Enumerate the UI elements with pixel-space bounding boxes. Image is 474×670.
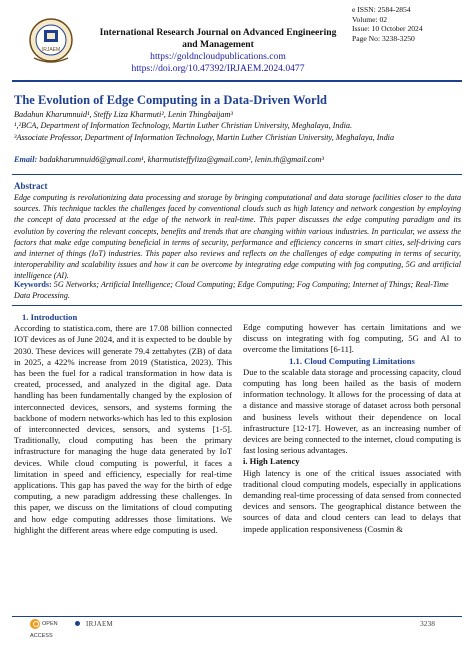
keywords	[14, 279, 461, 301]
journal-header	[92, 27, 344, 75]
author-block	[14, 109, 462, 143]
footer-brand: IRJAEM	[86, 620, 114, 628]
journal-logo	[10, 16, 92, 68]
keywords-text: 5G Networks; Artificial Intelligence; Cloud Computing; Edge Computing; Fog Computing; Internet of Things; Real-Time Data Processing.	[14, 280, 449, 301]
intro-continuation: Edge computing however has certain limitations and we discuss on integrating with fog computing, 5G and AI to overcome the limitations [6-11].	[243, 322, 461, 355]
affiliation-2: ³Associate Professor, Department of Information Technology, Martin Luther Christian University, Meghalaya, India	[14, 132, 395, 142]
high-latency-text: High latency is one of the critical issues associated with traditional cloud computing models, especially in applications demanding real-time processing of data sensed from connected devices and sensors. The geographical distance between the sources of data and cloud centers can lead to delays that impede application responsiveness (Cosmin &	[243, 467, 461, 534]
issue: Issue: 10 October 2024	[352, 24, 423, 34]
high-latency-heading: i. High Latency	[243, 456, 300, 467]
journal-name-line1: International Research Journal on Advanced Engineering	[99, 27, 337, 38]
abstract-heading: Abstract	[14, 181, 48, 191]
subsection-1-1-heading: 1.1. Cloud Computing Limitations	[289, 355, 415, 366]
email-line	[14, 155, 462, 164]
keywords-label: Keywords:	[14, 280, 52, 289]
issue-info	[352, 5, 470, 43]
volume: Volume: 02	[352, 14, 388, 24]
page-number: 3238	[420, 619, 435, 628]
email-values: badakharumnuid6@gmail.com¹, kharmutisteffyliza@gmail.com², lenin.th@gmail.com³	[39, 155, 324, 164]
svg-text:IRJAEM: IRJAEM	[41, 47, 61, 53]
section-1-heading: 1. Introduction	[22, 312, 78, 322]
header-divider	[12, 80, 462, 82]
footer-divider	[12, 616, 462, 617]
abstract-text: Edge computing is revolutionizing data processing and storage by bringing computational and data storage facilities closer to the data sources. This technique tackles the challenges faced by conventional clouds such as high latency and network congestion by employing the concept of data processed at the edge of the network in real-time. This paper discusses the edge computing paradigm and its evolution by covering the relevant concepts, benefits and trends that are changing within various industries. In particular, we assess the factors that make edge computing beneficial in terms of security, performance and efficiency concerns in smart cities, self-driving cars and internet of things (IoT) industries. This paper also reviews and reflects on the challenges of edge computing in terms of security, interoperability and scalability issues and how it can be overcome by integrating edge computing with fog computing, 5G and artificial intelligence (AI).	[14, 193, 461, 281]
body-divider	[12, 305, 462, 306]
journal-url-link[interactable]: https://goldncloudpublications.com	[150, 51, 286, 62]
open-access-badge	[30, 618, 76, 639]
journal-name-line2: and Management	[182, 39, 254, 50]
doi-link[interactable]: https://doi.org/10.47392/IRJAEM.2024.0477	[131, 63, 305, 74]
right-column	[243, 322, 461, 535]
email-label: Email:	[14, 155, 38, 164]
affiliation-1: ¹,²BCA, Department of Information Technology, Martin Luther Christian University, Meghalaya, India.	[14, 121, 352, 131]
subsection-1-1-text: Due to the scalable data storage and processing capacity, cloud computing has long been hailed as the basis of modern information technology. It allows for the processing of data at a distance and massive storage of dataset across both personal and business levels without their dependence on local infrastructure [12-17]. However, as an increasing number of devices are being connected to the internet, cloud computing is fast losing serious advantages.	[243, 366, 461, 456]
issn: e ISSN: 2584-2854	[352, 5, 411, 14]
open-access-icon	[30, 619, 40, 629]
page-range: Page No: 3238-3250	[352, 33, 415, 43]
open-access-label: OPEN ACCESS	[30, 621, 58, 639]
authors: Badahun Kharumnuid¹, Steffy Liza Kharmuti², Lenin Thingbaijam³	[14, 110, 233, 119]
section-1-text: According to statistica.com, there are 17.08 billion connected IOT devices as of June 2024, and it is expected to be double by 2030. These devices will generate 79.4 zettabytes (ZB) of data in 2025, a 422% increase from 2019 (Statistica, 2023). This has been the fuel for a radical transformation in how data is created, processed, and analyzed in the digital age. Data handling has been fundamentally changed by the explosion of interconnected devices, sensors, and systems forming the backbone of modern networks-which has led to this explosion of interconnected devices, sensors, and systems [1-5]. Traditionally, cloud computing has been the primary infrastructure for managing the huge data generated by IoT devices. While cloud computing is powerful, it faces a limitation in speed and efficiency, especially for real-time applications. This gap has paved the way for the birth of edge computing, a new paradigm addressing these challenges. In this paper, we discuss on the limitations of cloud computing and how edge computing addresses those limitations. We highlight the different areas where edge computing is used.	[14, 323, 232, 535]
left-column	[14, 312, 232, 536]
paper-title: The Evolution of Edge Computing in a Data-Driven World	[14, 93, 328, 107]
bullet-icon	[75, 621, 80, 626]
abstract-divider	[12, 174, 462, 175]
